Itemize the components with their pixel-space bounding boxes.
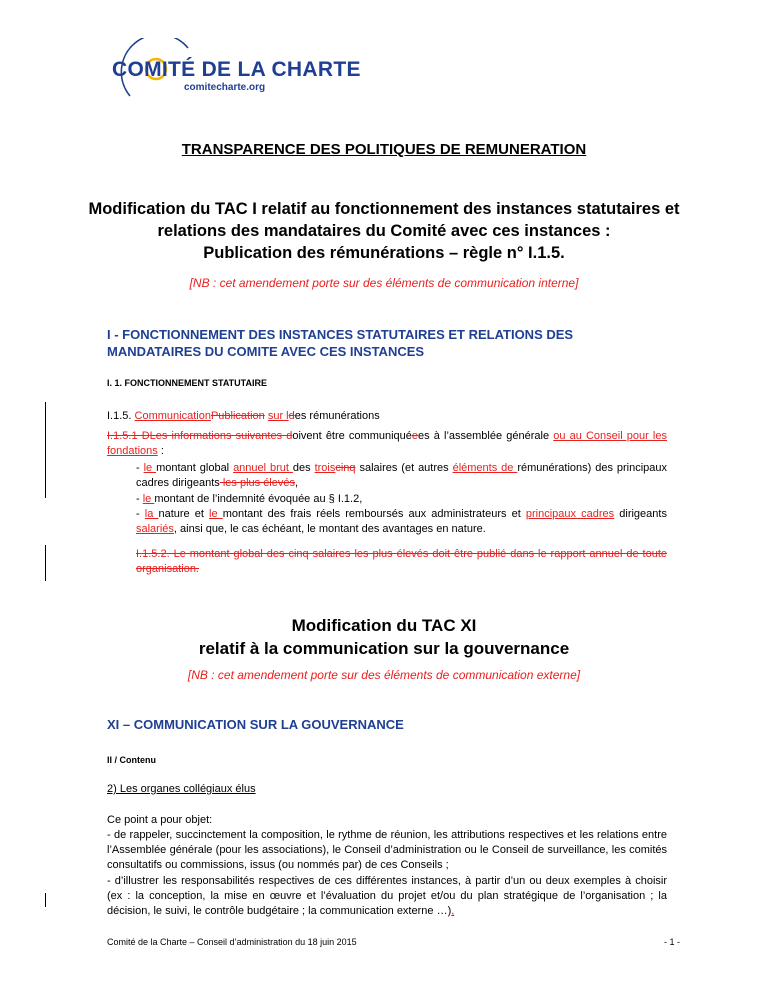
- text-run: nature et: [158, 508, 210, 520]
- inserted-text: ,: [451, 905, 455, 917]
- inserted-text: le: [142, 493, 155, 505]
- list-item-indemnite: [136, 492, 667, 507]
- heading-line: Publication des rémunérations – règle n° I.1.5.: [203, 244, 565, 262]
- text-run: montant global: [156, 462, 234, 474]
- modification-2-heading: [60, 614, 708, 660]
- text-run: , ainsi que, le cas échéant, le montant des avantages en nature.: [173, 523, 486, 535]
- text-run: oivent être communiqué: [292, 430, 412, 442]
- text-run: rémunérations) des principaux cadres dirigeants: [136, 462, 668, 489]
- section-1-title: I - FONCTIONNEMENT DES INSTANCES STATUTAIRES ET RELATIONS DES MANDATAIRES DU COMITE AVEC CES INSTANCES: [107, 327, 574, 359]
- inserted-text: la: [144, 508, 159, 520]
- heading-line: Modification du TAC XI: [291, 616, 477, 635]
- paragraph-rappeler: - de rappeler, succinctement la composition, le rythme de réunion, les attributions respectives et les relations entre l’Assemblée générale (pour les associations), le Conseil d’administration ou le Conseil de surveillance, les comités consultatifs ou commissions, issus (ou nommés par) de ces Conseils ;: [107, 829, 667, 871]
- text-run: es à l’assemblée générale: [418, 430, 554, 442]
- inserted-text: éléments de: [452, 462, 518, 474]
- paragraph-illustrer: [107, 874, 667, 919]
- deleted-text: I.1.5.1 D: [107, 430, 150, 442]
- deleted-text: d: [288, 410, 295, 422]
- heading-line: relatif à la communication sur la gouvernance: [198, 639, 570, 658]
- text-run: -: [136, 493, 143, 505]
- inserted-text: annuel brut: [233, 462, 293, 474]
- change-bar: [45, 893, 46, 907]
- logo-url: comitecharte.org: [184, 82, 266, 93]
- inserted-text: salariés: [136, 523, 174, 535]
- section-1-subtitle: I. 1. FONCTIONNEMENT STATUTAIRE: [107, 378, 267, 388]
- inserted-text: Communication: [134, 410, 211, 422]
- deleted-text: Les informations suivantes d: [149, 430, 293, 442]
- deleted-text: cinq: [335, 462, 356, 474]
- document-title: TRANSPARENCE DES POLITIQUES DE REMUNERATION: [181, 141, 587, 158]
- section-xi-subtitle: II / Contenu: [107, 755, 156, 765]
- modification-1-heading: [60, 198, 708, 264]
- text-run: I.1.5.: [107, 410, 135, 422]
- inserted-text: principaux cadres: [525, 508, 615, 520]
- text-run: :: [157, 445, 164, 457]
- rule-i-1-5-2-deleted: I.1.5.2. Le montant global des cinq salaires les plus élevés doit être publié dans le rapport annuel de toute organisation.: [136, 548, 667, 575]
- inserted-text: trois: [314, 462, 336, 474]
- footer-text: Comité de la Charte – Conseil d’administration du 18 juin 2015: [107, 937, 357, 947]
- text-run: - d’illustrer les responsabilités respectives de ces différentes instances, à partir d’un ou deux exemples à choisir (ex : la conception, la mise en œuvre et l’évaluation du projet et/ou du plan stratégique de l’organisation ; la décision, le suivi, le contrôle budgétaire ; la communication externe …): [107, 875, 667, 917]
- inserted-text: sur l: [267, 410, 289, 422]
- nb-note-external: [NB : cet amendement porte sur des éléments de communication externe]: [187, 668, 581, 682]
- paragraph-objet: Ce point a pour objet:: [107, 814, 213, 826]
- heading-line: relations des mandataires du Comité avec ces instances :: [157, 222, 611, 240]
- text-run: salaires (et autres: [355, 462, 453, 474]
- list-item-montant-global: [136, 461, 667, 491]
- organes-heading: 2) Les organes collégiaux élus: [107, 783, 256, 795]
- section-xi-title: XI – COMMUNICATION SUR LA GOUVERNANCE: [107, 717, 404, 732]
- text-run: montant des frais réels remboursés aux administrateurs et: [222, 508, 526, 520]
- nb-note-internal: [NB : cet amendement porte sur des éléments de communication interne]: [189, 276, 579, 290]
- text-run: des: [292, 462, 315, 474]
- text-run: dirigeants: [614, 508, 667, 520]
- text-run: ,: [295, 477, 299, 489]
- text-run: -: [136, 508, 145, 520]
- deleted-text: les plus élevés: [219, 477, 295, 489]
- text-run: -: [136, 462, 144, 474]
- inserted-text: le: [143, 462, 157, 474]
- logo-title: COMITÉ DE LA CHARTE: [112, 58, 361, 81]
- text-run: es rémunérations: [294, 410, 380, 422]
- inserted-text: ou au Conseil pour les fondations: [107, 430, 667, 457]
- list-item-frais: [136, 507, 667, 537]
- deleted-text: e: [411, 430, 419, 442]
- text-run: montant de l’indemnité évoquée au § I.1.2,: [154, 493, 363, 505]
- rule-i-1-5-title: [107, 409, 667, 424]
- deleted-text: Publication: [210, 410, 265, 422]
- logo: [90, 38, 361, 100]
- rule-i-1-5-1: [107, 429, 667, 459]
- change-bar: [45, 545, 46, 581]
- heading-line: Modification du TAC I relatif au fonctionnement des instances statutaires et: [88, 200, 680, 218]
- page-number: - 1 -: [663, 937, 680, 947]
- change-bar: [45, 402, 46, 498]
- inserted-text: le: [209, 508, 223, 520]
